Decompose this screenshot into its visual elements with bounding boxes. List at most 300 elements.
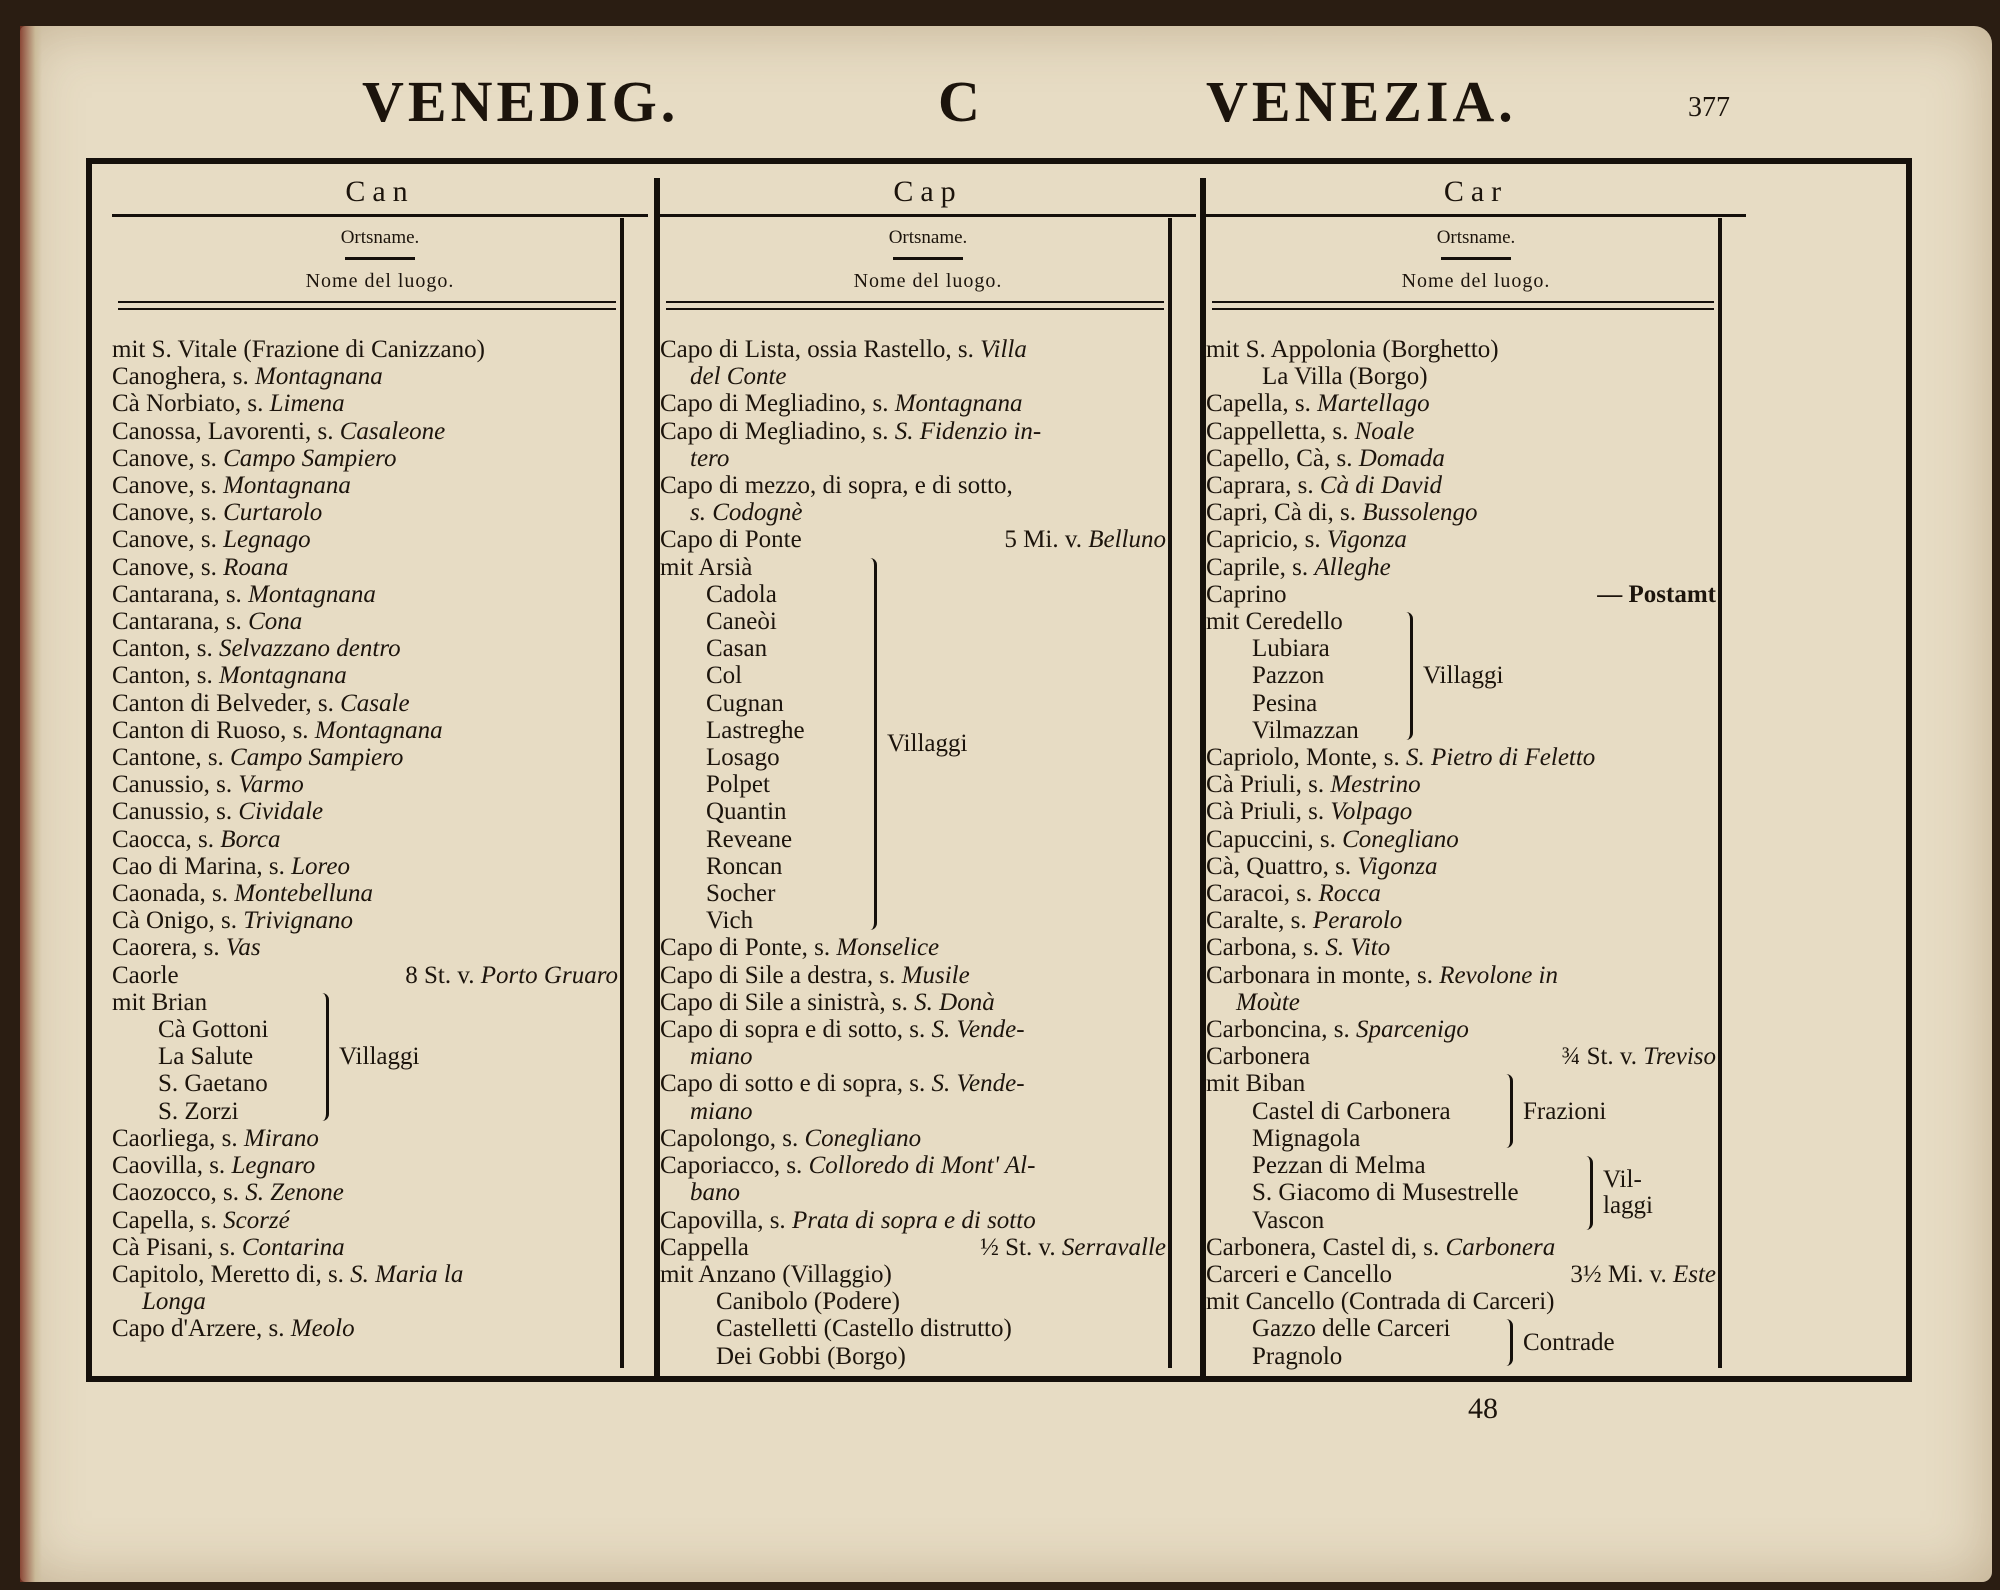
entry-text (112, 1152, 315, 1179)
column-inner-rule (1168, 218, 1172, 1368)
entry-municipality: Noale (1354, 417, 1415, 445)
distance: 8 St. v. Porto Gruaro (405, 961, 618, 989)
entry-municipality: Campo Sampiero (230, 744, 404, 772)
list-item (1206, 880, 1716, 907)
list-item (1206, 336, 1716, 363)
entry-municipality: Cà di David (1319, 472, 1443, 500)
entry-text (1206, 554, 1391, 581)
list-item (112, 526, 618, 553)
list-item (660, 472, 1166, 499)
village-group (112, 989, 618, 1125)
entry-text (660, 1043, 753, 1070)
group-member: Vich (706, 907, 754, 935)
group-label: Frazioni (1523, 1097, 1607, 1125)
group-member: Pragnolo (1252, 1342, 1343, 1370)
entry-text (112, 1125, 319, 1152)
entries-list (660, 336, 1166, 1370)
entry-municipality: Rocca (1318, 880, 1381, 908)
entry-text (112, 418, 445, 445)
list-item (112, 1288, 618, 1315)
entry-text (660, 934, 939, 961)
entry-text (112, 798, 323, 825)
entry-municipality: Revolone in (1439, 961, 1558, 989)
entry-name: Capo di Ponte, s. (660, 934, 837, 962)
group-member: Casan (706, 635, 768, 663)
list-item (1206, 962, 1716, 989)
list-item (660, 1207, 1166, 1234)
entry-municipality: Trivignano (243, 907, 353, 935)
entry-name: Carbona, s. (1206, 934, 1326, 962)
group-label: Villaggi (1423, 662, 1504, 690)
entry-name: Capo di sopra e di sotto, s. (660, 1016, 932, 1044)
entry-name: Capricio, s. (1206, 526, 1327, 554)
list-item (112, 1207, 618, 1234)
entry-name: Capri, Cà di, s. (1206, 499, 1363, 527)
header-rule (118, 301, 616, 310)
entry-municipality: Longa (142, 1288, 206, 1316)
list-item (1206, 499, 1716, 526)
list-item (1206, 1016, 1716, 1043)
entry-text (660, 1098, 753, 1125)
brace (1506, 1074, 1513, 1148)
entry-name: Capo di Sile a sinistrà, s. (660, 988, 915, 1016)
entry-text (660, 1152, 1035, 1179)
entry-municipality: bano (690, 1179, 740, 1207)
entry-text (112, 1261, 463, 1288)
entry-municipality: S. Vende- (931, 1016, 1025, 1044)
entry-municipality: Sparcenigo (1355, 1016, 1469, 1044)
entry-text (660, 989, 995, 1016)
entry-name: Canussio, s. (112, 798, 239, 826)
column-inner-rule (1718, 218, 1722, 1368)
group-member: Gazzo delle Carceri (1252, 1315, 1451, 1343)
list-item (112, 962, 618, 989)
entry-text (1206, 499, 1478, 526)
list-item (660, 336, 1166, 363)
entry-name: Caracoi, s. (1206, 880, 1319, 908)
page-gutter (20, 26, 42, 1582)
list-item (1206, 526, 1716, 553)
list-item (1206, 934, 1716, 961)
list-item (1206, 853, 1716, 880)
entry-text (1206, 798, 1412, 825)
list-item (1206, 1043, 1716, 1070)
entry-municipality: Perarolo (1312, 907, 1403, 935)
list-item (112, 608, 618, 635)
entry-name: Capo di sotto e di sopra, s. (660, 1070, 932, 1098)
list-item (112, 554, 618, 581)
list-item (660, 934, 1166, 961)
entry-text (660, 390, 1023, 417)
entry-text (112, 1179, 344, 1206)
list-item (112, 690, 618, 717)
entry-text (112, 363, 383, 390)
entry-text (660, 336, 1027, 363)
list-item (1206, 390, 1716, 417)
list-item (112, 1125, 618, 1152)
list-item (112, 1315, 618, 1342)
entry-municipality: S. Vende- (931, 1070, 1025, 1098)
list-item (112, 744, 618, 771)
entry-municipality: Montagnana (894, 390, 1023, 418)
list-item (1206, 1261, 1716, 1288)
list-item (112, 445, 618, 472)
list-item (660, 418, 1166, 445)
entry-text (1206, 336, 1499, 363)
list-item (112, 1234, 618, 1261)
entry-municipality: S. Vito (1325, 934, 1391, 962)
group-member: Roncan (706, 852, 783, 880)
list-item (660, 526, 1166, 553)
place-name: Carbonera (1206, 1043, 1311, 1071)
entry-name: Caocca, s. (112, 825, 221, 853)
entry-text (112, 635, 401, 662)
subtitle-rule (893, 257, 963, 260)
list-item (112, 907, 618, 934)
entry-name: Canove, s. (112, 444, 224, 472)
entry-municipality: Martellago (1317, 390, 1430, 418)
entry-municipality: Casaleone (339, 417, 446, 445)
entry-text (1206, 363, 1428, 390)
entry-name: Dei Gobbi (Borgo) (716, 1342, 906, 1370)
entry-municipality: Montagnana (223, 472, 351, 500)
list-item (1206, 363, 1716, 390)
entry-text (660, 962, 970, 989)
entry-text (1206, 771, 1421, 798)
entry-text (112, 554, 288, 581)
contrade-group (1206, 1315, 1716, 1369)
list-item (1206, 826, 1716, 853)
entry-text (660, 1016, 1025, 1043)
list-item (1206, 989, 1716, 1016)
entry-municipality: Domada (1358, 444, 1445, 472)
entry-municipality: S. Donà (914, 988, 995, 1016)
entry-municipality: S. Zenone (245, 1179, 344, 1207)
entry-municipality: Villa (980, 336, 1027, 363)
entry-municipality: Vas (225, 934, 261, 962)
entry-name: Caovilla, s. (112, 1152, 232, 1180)
column-can (112, 170, 648, 1370)
entry-text (112, 826, 280, 853)
entry-text (660, 1207, 1036, 1234)
entry-text (660, 418, 1041, 445)
entry-text (112, 581, 376, 608)
group-member: Reveane (706, 825, 793, 853)
place-name: Carceri e Cancello (1206, 1260, 1393, 1288)
entry-municipality: Borca (220, 825, 281, 853)
entry-municipality: miano (690, 1043, 753, 1071)
group-member: S. Giacomo di Musestrelle (1252, 1179, 1519, 1207)
entry-text (1206, 1234, 1555, 1261)
list-item (112, 826, 618, 853)
entry-text (1206, 1016, 1469, 1043)
entry-municipality: Conegliano (1342, 825, 1459, 853)
entry-name: Canton di Ruoso, s. (112, 716, 315, 744)
entries-list (1206, 336, 1716, 1370)
entry-municipality: Campo Sampiero (223, 444, 397, 472)
header-rule (1212, 301, 1714, 310)
group-member: Vilmazzan (1252, 716, 1359, 744)
entry-municipality: Cividale (238, 798, 324, 826)
entry-name: Capo di Megliadino, s. (660, 417, 895, 445)
header-center: C (938, 69, 984, 134)
entry-municipality: Varmo (238, 771, 304, 799)
entry-name: Cà Norbiato, s. (112, 390, 270, 418)
entry-name: Capriolo, Monte, s. (1206, 744, 1406, 772)
entry-text (660, 363, 787, 390)
entry-municipality: Cona (248, 608, 303, 636)
signature-mark: 48 (1468, 1392, 1498, 1425)
entry-municipality: S. Pietro di Feletto (1406, 744, 1596, 772)
list-item (660, 363, 1166, 390)
entry-text (1206, 526, 1407, 553)
list-item (112, 717, 618, 744)
entry-text (660, 445, 729, 472)
distance: 3½ Mi. v. Este (1570, 1260, 1716, 1288)
entry-name: Caorliega, s. (112, 1124, 244, 1152)
list-item (1206, 472, 1716, 499)
list-item (660, 445, 1166, 472)
group-label: Vil-laggi (1603, 1165, 1653, 1219)
entry-municipality: Limena (269, 390, 345, 418)
entry-text (1206, 907, 1402, 934)
group-label: Villaggi (339, 1043, 420, 1071)
entry-name: Cappelletta, s. (1206, 417, 1355, 445)
entry-municipality: S. Fidenzio in- (894, 417, 1042, 445)
entry-name: Carbonara in monte, s. (1206, 961, 1440, 989)
entry-name: La Villa (Borgo) (1262, 363, 1428, 391)
page-number: 377 (1688, 92, 1730, 123)
entry-municipality: Scorzé (223, 1206, 290, 1234)
entry-name: Cà Priuli, s. (1206, 771, 1331, 799)
postamt-note: — Postamt (1597, 580, 1716, 608)
column-subtitle-italian: Nome del luogo. (853, 270, 1003, 292)
entries-list (112, 336, 618, 1343)
list-item (660, 499, 1166, 526)
entry-name: mit Cancello (Contrada di Carceri) (1206, 1288, 1555, 1316)
group-member: Polpet (706, 771, 770, 799)
subtitle-rule (1441, 257, 1511, 260)
list-item (660, 1315, 1166, 1342)
group-member: Losago (706, 744, 780, 772)
entry-name: Castelletti (Castello distrutto) (716, 1315, 1012, 1343)
entry-name: Caonada, s. (112, 880, 235, 908)
group-lead: mit Brian (112, 988, 208, 1016)
group-member: La Salute (158, 1043, 254, 1071)
entry-municipality: del Conte (690, 363, 787, 391)
entry-municipality: Moùte (1236, 988, 1300, 1016)
entry-municipality: s. Codognè (690, 499, 803, 527)
village-group (1206, 608, 1716, 744)
group-member: Quantin (706, 798, 787, 826)
entry-text (1206, 853, 1437, 880)
column-subtitle-german: Ortsname. (1436, 227, 1516, 248)
entry-municipality: Vigonza (1326, 526, 1407, 554)
entry-name: Capitolo, Meretto di, s. (112, 1260, 351, 1288)
list-item (1206, 771, 1716, 798)
entry-name: Canibolo (Podere) (716, 1288, 900, 1316)
entry-name: Canove, s. (112, 553, 224, 581)
distance: ½ St. v. Serravalle (980, 1233, 1166, 1261)
entry-name: Capo di Lista, ossia Rastello, s. (660, 336, 981, 363)
group-member: S. Zorzi (158, 1097, 239, 1125)
group-lead: mit Biban (1206, 1070, 1306, 1098)
list-item (112, 662, 618, 689)
entry-text (660, 1315, 1012, 1342)
list-item (112, 1179, 618, 1206)
entry-municipality: Carbonera (1445, 1233, 1556, 1261)
list-item (112, 1152, 618, 1179)
column-subtitle-italian: Nome del luogo. (305, 270, 455, 292)
group-member: Vascon (1252, 1206, 1325, 1234)
entry-text (112, 390, 345, 417)
group-member: Pezzan di Melma (1252, 1152, 1426, 1180)
entry-text (1206, 390, 1430, 417)
entry-text (112, 934, 261, 961)
entry-text (1206, 880, 1381, 907)
brace (1406, 612, 1413, 740)
entry-municipality: Montagnana (218, 662, 347, 690)
entry-municipality: Volpago (1330, 798, 1413, 826)
group-member: Mignagola (1252, 1124, 1361, 1152)
list-item (660, 1043, 1166, 1070)
entry-municipality: Meolo (290, 1315, 355, 1343)
column-title: Can (112, 170, 648, 217)
entry-municipality: Vigonza (1357, 852, 1438, 880)
entry-municipality: Legnaro (231, 1152, 316, 1180)
entry-name: Caorera, s. (112, 934, 226, 962)
entry-text (660, 1343, 906, 1370)
column-inner-rule (620, 218, 624, 1368)
entry-name: Capella, s. (112, 1206, 224, 1234)
list-item (660, 1098, 1166, 1125)
list-item (112, 499, 618, 526)
list-item (660, 390, 1166, 417)
entry-name: Capo d'Arzere, s. (112, 1315, 291, 1343)
list-item (112, 581, 618, 608)
fraction-group (1206, 1070, 1716, 1152)
entry-name: Carbonera, Castel di, s. (1206, 1233, 1446, 1261)
place-name: Caprino (1206, 580, 1287, 608)
entry-municipality: Monselice (836, 934, 940, 962)
list-item (112, 853, 618, 880)
group-member: Pesina (1252, 689, 1318, 717)
column-car (1206, 170, 1746, 1370)
group-member: Castel di Carbonera (1252, 1097, 1451, 1125)
group-member: Pazzon (1252, 662, 1325, 690)
place-name: Capo di Ponte (660, 526, 802, 554)
list-item (112, 880, 618, 907)
entry-name: Capello, Cà, s. (1206, 444, 1359, 472)
entry-name: Cantone, s. (112, 744, 231, 772)
list-item (660, 1261, 1166, 1288)
entry-name: Canton di Belveder, s. (112, 689, 341, 717)
group-lead: mit Arsià (660, 553, 753, 581)
entry-name: mit S. Vitale (Frazione di Canizzano) (112, 336, 485, 363)
entry-name: Capella, s. (1206, 390, 1318, 418)
entry-text (112, 499, 322, 526)
list-item (112, 771, 618, 798)
entry-text (1206, 472, 1442, 499)
entry-name: Cà Onigo, s. (112, 907, 244, 935)
entry-municipality: Mirano (243, 1124, 319, 1152)
header-left: VENEDIG. (362, 69, 680, 134)
entry-name: Canussio, s. (112, 771, 239, 799)
entry-text (112, 472, 351, 499)
entry-name: Caprara, s. (1206, 472, 1320, 500)
list-item (112, 934, 618, 961)
list-item (112, 418, 618, 445)
entry-text (112, 1234, 345, 1261)
list-item (660, 989, 1166, 1016)
list-item (660, 1234, 1166, 1261)
group-member: Socher (706, 880, 776, 908)
brace (322, 993, 329, 1121)
entry-municipality: Selvazzano dentro (218, 635, 401, 663)
entry-municipality: Montebelluna (234, 880, 374, 908)
entry-text (1206, 1288, 1555, 1315)
entry-text (112, 1288, 206, 1315)
list-item (1206, 798, 1716, 825)
entry-municipality: Prata di sopra e di sotto (791, 1206, 1036, 1234)
list-item (660, 1343, 1166, 1370)
list-item (1206, 907, 1716, 934)
entry-municipality: Montagnana (248, 580, 376, 608)
entry-name: Cà Priuli, s. (1206, 798, 1331, 826)
group-label: Contrade (1523, 1328, 1615, 1356)
list-item (1206, 418, 1716, 445)
column-title: Cap (660, 170, 1196, 217)
entry-municipality: Legnago (223, 526, 311, 554)
list-item (1206, 1234, 1716, 1261)
column-subtitle-german: Ortsname. (888, 227, 968, 248)
entry-text (112, 853, 350, 880)
group-member: Lubiara (1252, 635, 1330, 663)
list-item (660, 1152, 1166, 1179)
entry-name: Capo di Megliadino, s. (660, 390, 895, 418)
entry-name: Caralte, s. (1206, 907, 1313, 935)
group-member: S. Gaetano (158, 1070, 268, 1098)
entry-municipality: Montagnana (255, 363, 383, 391)
group-member: Cadola (706, 580, 777, 608)
entry-name: Caozocco, s. (112, 1179, 246, 1207)
entry-name: Cantarana, s. (112, 580, 249, 608)
entry-text (112, 445, 397, 472)
list-item (660, 1179, 1166, 1206)
list-item (660, 1070, 1166, 1097)
entry-municipality: tero (690, 444, 730, 472)
entry-text (112, 690, 410, 717)
entry-text (112, 907, 353, 934)
entry-municipality: Colloredo di Mont' Al- (808, 1152, 1036, 1180)
entry-name: mit Anzano (Villaggio) (660, 1260, 892, 1288)
entry-text (112, 744, 403, 771)
entry-text (660, 1261, 892, 1288)
list-item (660, 1288, 1166, 1315)
entry-name: Capuccini, s. (1206, 825, 1343, 853)
group-member: Cugnan (706, 689, 784, 717)
entry-text (112, 1315, 355, 1342)
entry-text (112, 608, 302, 635)
column-title: Car (1206, 170, 1746, 217)
entry-text (112, 662, 347, 689)
entry-municipality: miano (690, 1097, 753, 1125)
entry-name: Capovilla, s. (660, 1206, 792, 1234)
entry-name: Canove, s. (112, 472, 224, 500)
place-name: Caorle (112, 961, 179, 989)
entry-text (1206, 744, 1595, 771)
list-item (660, 1016, 1166, 1043)
